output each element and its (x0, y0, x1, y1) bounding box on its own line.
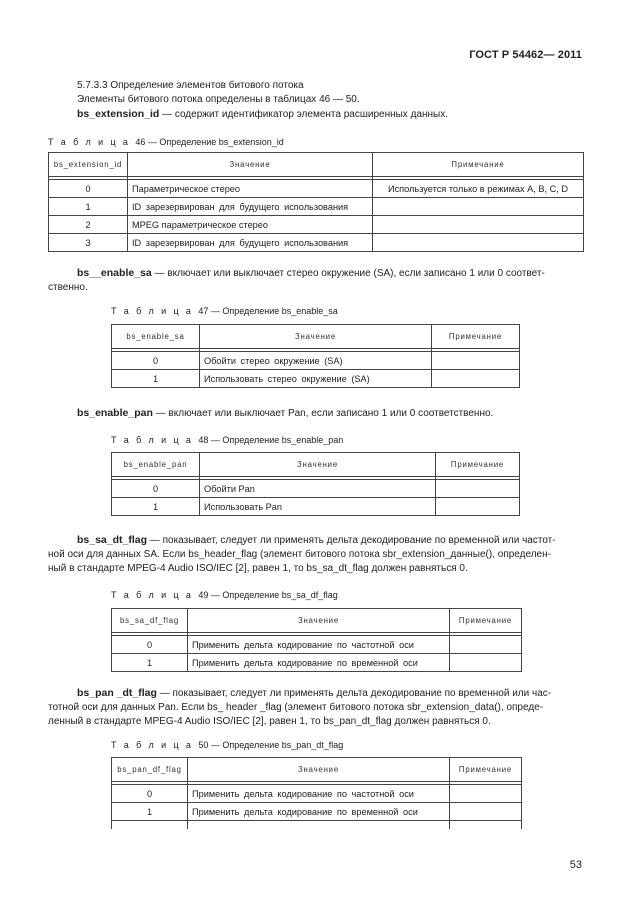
table-47-cell: 0 (112, 352, 200, 370)
table-row (49, 198, 584, 216)
table-46-cell: 0 (49, 180, 128, 198)
table-row (112, 636, 522, 654)
table-46-cell (373, 216, 584, 234)
table-46-cell: ID зарезервирован для будущего использования (128, 198, 373, 216)
pan-dt-line-1 (48, 686, 598, 701)
table-50-caption (111, 740, 343, 750)
table-row (112, 480, 520, 498)
table-50-header-note: Примечание (450, 758, 522, 782)
table-49-cell (450, 636, 522, 654)
table-row (112, 654, 522, 672)
table-49-header-note: Примечание (450, 609, 522, 633)
table-46-cell (373, 234, 584, 252)
table-46-cell: 3 (49, 234, 128, 252)
table-49-cell: 0 (112, 636, 188, 654)
table-46-caption-text: 46 — Определение bs_extension_id (135, 137, 284, 147)
table-50-header-id: bs_pan_df_flag (112, 758, 188, 782)
table-row (112, 785, 522, 803)
table-48-header-value: Значение (200, 453, 436, 477)
table-row (49, 234, 584, 252)
enable-sa-line-2: ственно. (48, 282, 88, 293)
table-continuation (112, 821, 522, 830)
enable-pan-paragraph (77, 406, 597, 421)
table-48-caption (111, 435, 343, 445)
intro-paragraph (77, 79, 597, 122)
table-50-caption-text: 50 — Определение bs_pan_dt_flag (198, 740, 344, 750)
table-row (49, 216, 584, 234)
table-48-cell: Использовать Pan (200, 498, 436, 516)
intro-line-3 (77, 107, 597, 122)
term-bs-sa-dt-flag: bs_sa_dt_flag (77, 534, 148, 546)
table-48-header-id: bs_enable_pan (112, 453, 200, 477)
table-49-header-value: Значение (188, 609, 450, 633)
table-47-header-note: Примечание (432, 325, 520, 349)
table-46-cell (373, 198, 584, 216)
sa-dt-line-1 (48, 533, 598, 548)
table-row (112, 370, 520, 388)
table-48-cell: 1 (112, 498, 200, 516)
table-row (112, 498, 520, 516)
sa-dt-line-1-text: — показывает, следует ли применять дельта декодирование по временной или частот- (147, 535, 556, 546)
intro-line-2: Элементы битового потока определены в таблицах 46 — 50. (77, 94, 360, 105)
term-bs-extension-id: bs_extension_id (77, 108, 160, 120)
sa-dt-line-2: ной оси для данных SA. Если bs_header_flag (элемент битового потока sbr_extension_данные(), определен- (48, 549, 551, 560)
table-48-caption-prefix: Т а б л и ц а (111, 435, 194, 445)
table-48-header-note: Примечание (436, 453, 520, 477)
table-48-cell: Обойти Pan (200, 480, 436, 498)
intro-line-1: 5.7.3.3 Определение элементов битового потока (77, 80, 304, 91)
pan-dt-line-2: тотной оси для данных Pan. Если bs_ header _flag (элемент битового потока sbr_extension_data(), опреде- (48, 702, 544, 713)
table-47-cell (432, 370, 520, 388)
table-48-cell: 0 (112, 480, 200, 498)
table-46-caption-prefix: Т а б л и ц а (48, 137, 131, 147)
table-49-caption (111, 590, 338, 600)
document-header: ГОСТ Р 54462— 2011 (469, 49, 582, 61)
enable-sa-paragraph (48, 266, 588, 295)
term-bs-enable-pan: bs_enable_pan (77, 407, 153, 419)
table-47-cell (432, 352, 520, 370)
table-50-cell: 0 (112, 785, 188, 803)
table-47-cell: Использовать стерео окружение (SA) (200, 370, 432, 388)
table-47-cell: 1 (112, 370, 200, 388)
table-46-cell: 1 (49, 198, 128, 216)
enable-pan-text: — включает или выключает Pan, если записано 1 или 0 соответственно. (152, 408, 494, 419)
table-46-header-value: Значение (128, 153, 373, 177)
table-46 (48, 152, 584, 252)
table-48-caption-text: 48 — Определение bs_enable_pan (198, 435, 344, 445)
table-50-cell (450, 785, 522, 803)
table-46-cell: Используется только в режимах A, B, C, D (373, 180, 584, 198)
table-49-cell: 1 (112, 654, 188, 672)
term-bs-pan-dt-flag: bs_pan _dt_flag (77, 687, 157, 699)
table-46-cell: ID зарезервирован для будущего использования (128, 234, 373, 252)
table-46-header-note: Примечание (373, 153, 584, 177)
sa-dt-line-3: ный в стандарте MPEG-4 Audio ISO/IEC [2], равен 1, то bs_sa_dt_flag должен равняться 0. (48, 563, 468, 574)
table-row (112, 352, 520, 370)
table-row (112, 803, 522, 821)
table-46-header-id: bs_extension_id (49, 153, 128, 177)
table-48-cell (436, 498, 520, 516)
table-46-cell: 2 (49, 216, 128, 234)
table-50-header-value: Значение (188, 758, 450, 782)
table-50 (111, 757, 522, 829)
table-49-caption-text: 49 — Определение bs_sa_df_flag (198, 590, 338, 600)
table-49 (111, 608, 522, 672)
table-row (49, 180, 584, 198)
table-49-caption-prefix: Т а б л и ц а (111, 590, 194, 600)
table-46-cell: Параметрическое стерео (128, 180, 373, 198)
table-46-cell: MPEG параметрическое стерео (128, 216, 373, 234)
table-46-caption (48, 137, 284, 147)
table-50-cell: Применить дельта кодирование по временной оси (188, 803, 450, 821)
table-50-cell (450, 803, 522, 821)
table-47-cell: Обойти стерео окружение (SA) (200, 352, 432, 370)
table-50-caption-prefix: Т а б л и ц а (111, 740, 194, 750)
pan-dt-flag-paragraph (48, 686, 598, 729)
table-50-cell: 1 (112, 803, 188, 821)
table-47 (111, 324, 520, 388)
table-47-header-id: bs_enable_sa (112, 325, 200, 349)
table-47-header-value: Значение (200, 325, 432, 349)
enable-sa-line-1 (48, 266, 588, 281)
enable-sa-line-1-text: — включает или выключает стерео окружение (SA), если записано 1 или 0 соответ- (151, 268, 545, 279)
table-47-caption-prefix: Т а б л и ц а (111, 306, 194, 316)
table-48-cell (436, 480, 520, 498)
table-49-cell: Применить дельта кодирование по частотной оси (188, 636, 450, 654)
table-50-cell: Применить дельта кодирование по частотной оси (188, 785, 450, 803)
table-49-cell: Применить дельта кодирование по временной оси (188, 654, 450, 672)
pan-dt-line-3: ленный в стандарте MPEG-4 Audio ISO/IEC [2], равен 1, то bs_pan_dt_flag должен равняться 0. (48, 716, 491, 727)
term-bs-enable-sa: bs__enable_sa (77, 267, 152, 279)
pan-dt-line-1-text: — показывает, следует ли применять дельта декодирование по временной или час- (156, 688, 552, 699)
intro-line-3-text: — содержит идентификатор элемента расширенных данных. (159, 109, 448, 120)
table-49-header-id: bs_sa_df_flag (112, 609, 188, 633)
table-49-cell (450, 654, 522, 672)
table-47-caption-text: 47 — Определение bs_enable_sa (198, 306, 338, 316)
sa-dt-flag-paragraph (48, 533, 598, 576)
table-47-caption (111, 306, 338, 316)
table-48 (111, 452, 520, 516)
page-number: 53 (569, 859, 582, 871)
